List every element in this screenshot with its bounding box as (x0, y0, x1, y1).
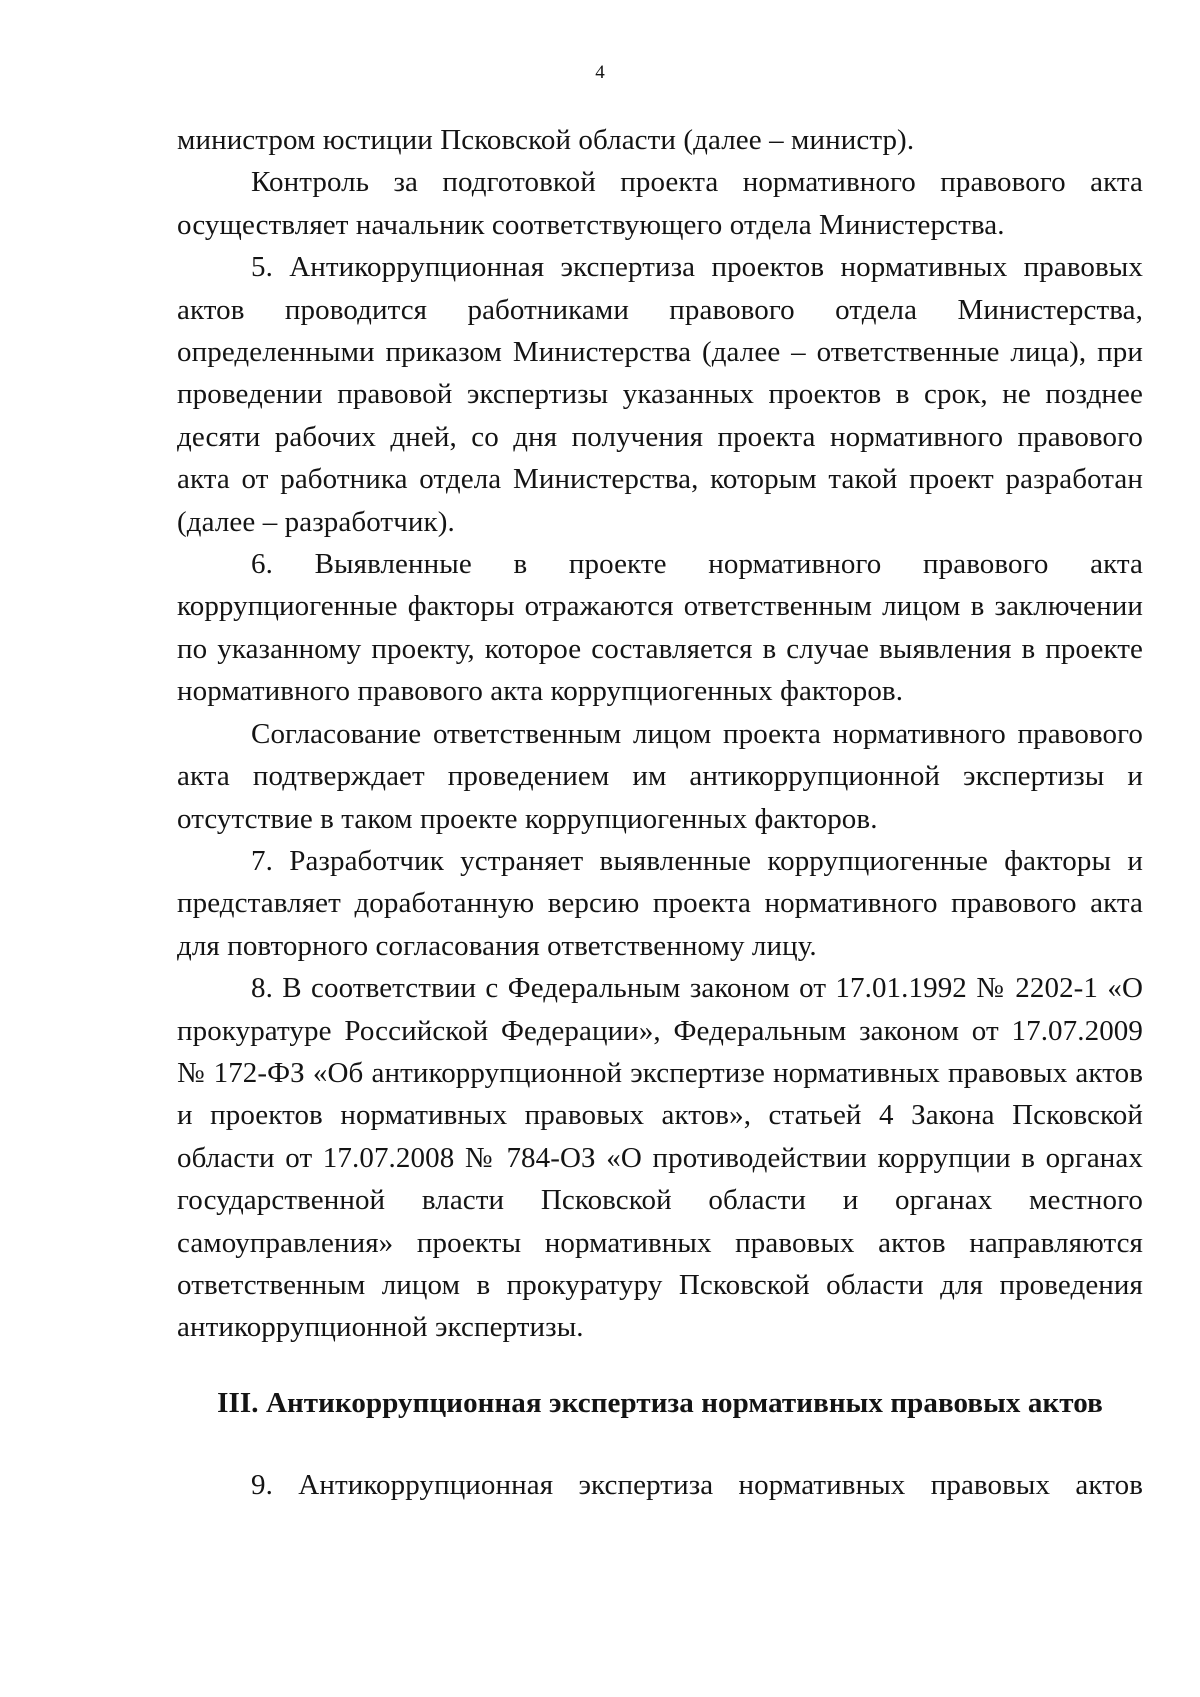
paragraph-control: Контроль за подготовкой проекта нормативного правового акта осуществляет начальник соответствующего отдела Министерства. (177, 166, 1143, 241)
paragraph-clause-8: 8. В соответствии с Федеральным законом от 17.01.1992 № 2202-1 «О прокуратуре Российской Федерации», Федеральным законом от 17.07.2009 № 172-ФЗ «Об антикоррупционной экспертизе нормативных правовых актов и проектов нормативных правовых актов», статьей 4 Закона Псковской области от 17.07.2008 № 784-ОЗ «О противодействии коррупции в органах государственной власти Псковской области и органах местного самоуправления» проекты нормативных правовых актов направляются ответственным лицом в прокуратуру Псковской области для проведения антикоррупционной экспертизы. (177, 972, 1143, 1344)
document-body (177, 119, 1143, 1507)
paragraph-clause-7: 7. Разработчик устраняет выявленные коррупциогенные факторы и представляет доработанную версию проекта нормативного правового акта для повторного согласования ответственному лицу. (177, 844, 1143, 962)
paragraph-clause-6: 6. Выявленные в проекте нормативного правового акта коррупциогенные факторы отражаются ответственным лицом в заключении по указанному проекту, которое составляется в случае выявления в проекте нормативного правового акта коррупциогенных факторов. (177, 548, 1143, 708)
paragraph-clause-5: 5. Антикоррупционная экспертиза проектов нормативных правовых актов проводится работниками правового отдела Министерства, определенными приказом Министерства (далее – ответственные лица), при проведении правовой экспертизы указанных проектов в срок, не позднее десяти рабочих дней, со дня получения проекта нормативного правового акта от работника отдела Министерства, которым такой проект разработан (далее – разработчик). (177, 251, 1143, 538)
paragraph-continuation: министром юстиции Псковской области (далее – министр). (177, 124, 915, 156)
paragraph-approval: Согласование ответственным лицом проекта нормативного правового акта подтверждает проведением им антикоррупционной экспертизы и отсутствие в таком проекте коррупциогенных факторов. (177, 717, 1143, 835)
page-number: 4 (595, 62, 605, 83)
paragraph-clause-9: 9. Антикоррупционная экспертиза нормативных правовых актов (251, 1469, 1143, 1502)
section-heading: III. Антикоррупционная экспертиза нормативных правовых актов (217, 1386, 1103, 1419)
